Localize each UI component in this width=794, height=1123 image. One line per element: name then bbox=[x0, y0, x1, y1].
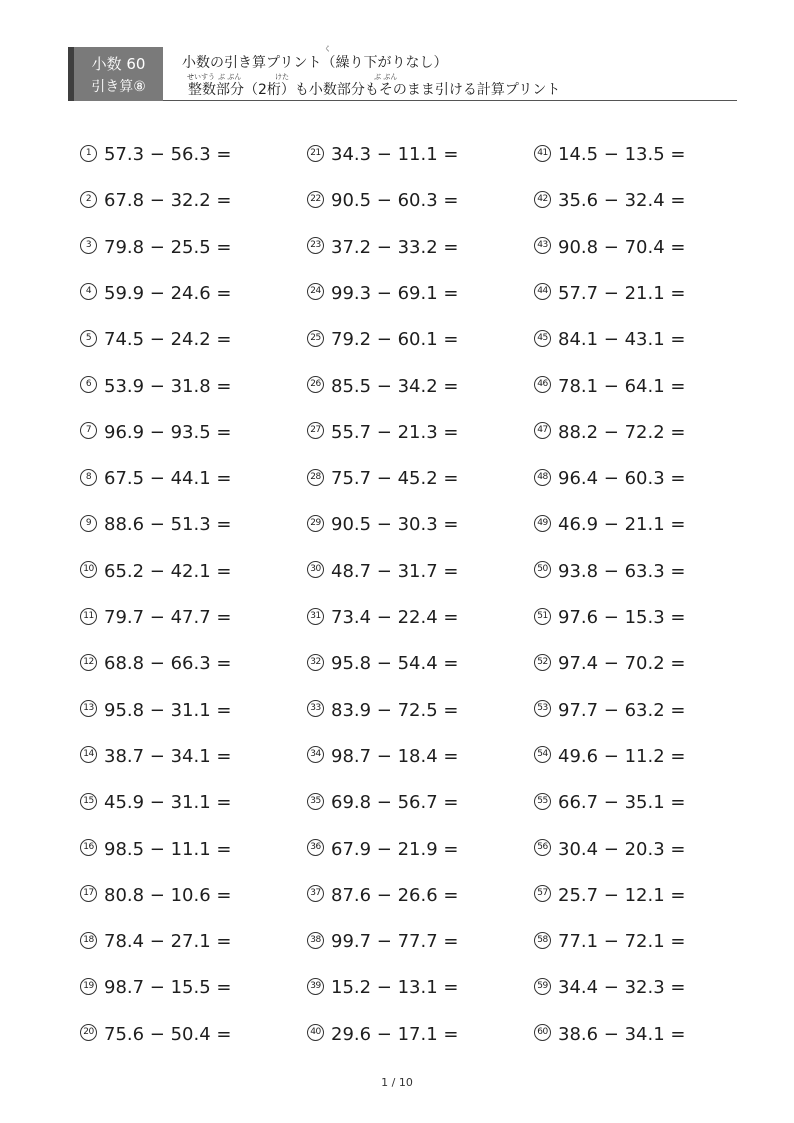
problem-number: 48 bbox=[534, 469, 551, 486]
problem-number: 35 bbox=[307, 793, 324, 810]
ruby-keta: けた bbox=[275, 73, 289, 81]
problem-item bbox=[307, 838, 459, 862]
problem-number: 10 bbox=[80, 561, 97, 578]
problem-item bbox=[307, 930, 459, 954]
problem-item bbox=[307, 606, 459, 630]
problem-expression: 99.7 − 77.7 = bbox=[331, 931, 459, 953]
header-rule bbox=[163, 100, 737, 101]
problem-expression: 67.8 − 32.2 = bbox=[104, 190, 232, 212]
problem-number: 8 bbox=[80, 469, 97, 486]
badge-category: 小数 60 bbox=[91, 55, 146, 73]
problem-expression: 95.8 − 31.1 = bbox=[104, 699, 232, 721]
problem-item bbox=[80, 467, 232, 491]
problem-expression: 75.7 − 45.2 = bbox=[331, 468, 459, 490]
problem-item bbox=[534, 699, 686, 723]
problem-number: 19 bbox=[80, 978, 97, 995]
problem-expression: 65.2 − 42.1 = bbox=[104, 560, 232, 582]
problem-number: 6 bbox=[80, 376, 97, 393]
problem-number: 12 bbox=[80, 654, 97, 671]
problem-expression: 67.9 − 21.9 = bbox=[331, 838, 459, 860]
problem-number: 3 bbox=[80, 237, 97, 254]
problem-expression: 30.4 − 20.3 = bbox=[558, 838, 686, 860]
header-badge bbox=[68, 47, 163, 101]
ruby-kuri: く bbox=[324, 45, 331, 53]
problem-item bbox=[307, 560, 459, 584]
problem-number: 23 bbox=[307, 237, 324, 254]
problem-item bbox=[307, 375, 459, 399]
problem-expression: 79.2 − 60.1 = bbox=[331, 329, 459, 351]
page-subtitle: 整数部分（2桁）も小数部分もそのまま引ける計算プリント bbox=[188, 82, 561, 98]
problem-expression: 77.1 − 72.1 = bbox=[558, 931, 686, 953]
problem-number: 9 bbox=[80, 515, 97, 532]
problem-expression: 90.5 − 30.3 = bbox=[331, 514, 459, 536]
problem-expression: 79.8 − 25.5 = bbox=[104, 236, 232, 258]
problem-number: 45 bbox=[534, 330, 551, 347]
problem-number: 32 bbox=[307, 654, 324, 671]
problem-item bbox=[534, 421, 686, 445]
problem-expression: 93.8 − 63.3 = bbox=[558, 560, 686, 582]
problem-number: 47 bbox=[534, 422, 551, 439]
problem-number: 37 bbox=[307, 885, 324, 902]
problem-item bbox=[307, 976, 459, 1000]
problem-number: 38 bbox=[307, 932, 324, 949]
problem-expression: 67.5 − 44.1 = bbox=[104, 468, 232, 490]
problem-item bbox=[534, 328, 686, 352]
problem-number: 4 bbox=[80, 283, 97, 300]
problem-number: 56 bbox=[534, 839, 551, 856]
badge-unit: 引き算⑧ bbox=[91, 79, 146, 95]
problem-expression: 37.2 − 33.2 = bbox=[331, 236, 459, 258]
problem-item bbox=[80, 560, 232, 584]
problem-expression: 59.9 − 24.6 = bbox=[104, 282, 232, 304]
problem-expression: 83.9 − 72.5 = bbox=[331, 699, 459, 721]
problem-number: 29 bbox=[307, 515, 324, 532]
problem-number: 40 bbox=[307, 1024, 324, 1041]
problem-expression: 69.8 − 56.7 = bbox=[331, 792, 459, 814]
problem-number: 57 bbox=[534, 885, 551, 902]
problem-item bbox=[307, 328, 459, 352]
problem-expression: 98.7 − 18.4 = bbox=[331, 745, 459, 767]
problem-number: 26 bbox=[307, 376, 324, 393]
problem-expression: 79.7 − 47.7 = bbox=[104, 607, 232, 628]
problem-expression: 78.4 − 27.1 = bbox=[104, 931, 232, 953]
problem-number: 18 bbox=[80, 932, 97, 949]
problem-expression: 34.3 − 11.1 = bbox=[331, 144, 459, 165]
problem-expression: 96.4 − 60.3 = bbox=[558, 468, 686, 490]
problem-expression: 96.9 − 93.5 = bbox=[104, 421, 232, 443]
problem-item bbox=[80, 791, 232, 815]
problem-item bbox=[80, 652, 232, 676]
problem-number: 14 bbox=[80, 746, 97, 763]
problem-expression: 29.6 − 17.1 = bbox=[331, 1023, 459, 1045]
problem-expression: 97.6 − 15.3 = bbox=[558, 607, 686, 628]
ruby-bubun-2: ぶ ぶん bbox=[374, 73, 398, 81]
problem-number: 7 bbox=[80, 422, 97, 439]
problem-item bbox=[534, 560, 686, 584]
problem-item bbox=[307, 467, 459, 491]
problem-number: 46 bbox=[534, 376, 551, 393]
problem-expression: 38.7 − 34.1 = bbox=[104, 745, 232, 767]
problem-expression: 45.9 − 31.1 = bbox=[104, 792, 232, 814]
problem-item bbox=[80, 143, 232, 167]
problem-expression: 88.6 − 51.3 = bbox=[104, 514, 232, 536]
problem-item bbox=[307, 745, 459, 769]
problem-item bbox=[80, 375, 232, 399]
problem-expression: 57.7 − 21.1 = bbox=[558, 282, 686, 304]
ruby-seisu: せいすう bbox=[187, 73, 215, 81]
problem-item bbox=[534, 976, 686, 1000]
problem-number: 17 bbox=[80, 885, 97, 902]
problem-expression: 80.8 − 10.6 = bbox=[104, 884, 232, 906]
problem-expression: 90.5 − 60.3 = bbox=[331, 190, 459, 212]
problem-item bbox=[307, 236, 459, 260]
problem-number: 42 bbox=[534, 191, 551, 208]
problem-item bbox=[534, 745, 686, 769]
problem-item bbox=[534, 606, 686, 630]
problem-number: 24 bbox=[307, 283, 324, 300]
problem-item bbox=[534, 930, 686, 954]
problem-expression: 14.5 − 13.5 = bbox=[558, 144, 686, 165]
problem-item bbox=[80, 1023, 232, 1047]
problem-expression: 68.8 − 66.3 = bbox=[104, 653, 232, 675]
problem-expression: 66.7 − 35.1 = bbox=[558, 792, 686, 814]
problem-expression: 84.1 − 43.1 = bbox=[558, 329, 686, 351]
problem-item bbox=[307, 143, 459, 167]
problem-item bbox=[534, 375, 686, 399]
problem-number: 59 bbox=[534, 978, 551, 995]
problem-number: 28 bbox=[307, 469, 324, 486]
problem-number: 1 bbox=[80, 145, 97, 162]
problem-item bbox=[534, 143, 686, 167]
problem-item bbox=[534, 1023, 686, 1047]
page-number: 1 / 10 bbox=[381, 1076, 413, 1089]
problem-item bbox=[534, 189, 686, 213]
problem-expression: 57.3 − 56.3 = bbox=[104, 144, 232, 165]
problem-expression: 25.7 − 12.1 = bbox=[558, 884, 686, 906]
problem-item bbox=[307, 282, 459, 306]
problem-item bbox=[534, 236, 686, 260]
problem-item bbox=[307, 421, 459, 445]
problem-item bbox=[80, 884, 232, 908]
problem-item bbox=[80, 976, 232, 1000]
problem-number: 53 bbox=[534, 700, 551, 717]
problem-number: 34 bbox=[307, 746, 324, 763]
problem-number: 15 bbox=[80, 793, 97, 810]
problem-number: 51 bbox=[534, 608, 551, 625]
problem-number: 33 bbox=[307, 700, 324, 717]
problem-item bbox=[534, 838, 686, 862]
problem-expression: 95.8 − 54.4 = bbox=[331, 653, 459, 675]
problem-item bbox=[534, 884, 686, 908]
problem-item bbox=[534, 282, 686, 306]
problem-expression: 97.7 − 63.2 = bbox=[558, 699, 686, 721]
problem-expression: 53.9 − 31.8 = bbox=[104, 375, 232, 397]
problem-number: 50 bbox=[534, 561, 551, 578]
problem-number: 49 bbox=[534, 515, 551, 532]
problem-item bbox=[534, 513, 686, 537]
problem-number: 52 bbox=[534, 654, 551, 671]
problem-number: 20 bbox=[80, 1024, 97, 1041]
problem-number: 13 bbox=[80, 700, 97, 717]
problem-expression: 34.4 − 32.3 = bbox=[558, 977, 686, 999]
problem-item bbox=[307, 699, 459, 723]
problem-expression: 97.4 − 70.2 = bbox=[558, 653, 686, 675]
problem-item bbox=[80, 930, 232, 954]
problem-expression: 38.6 − 34.1 = bbox=[558, 1023, 686, 1045]
problem-item bbox=[80, 328, 232, 352]
problem-item bbox=[80, 236, 232, 260]
problem-number: 25 bbox=[307, 330, 324, 347]
problem-item bbox=[80, 282, 232, 306]
problem-expression: 78.1 − 64.1 = bbox=[558, 375, 686, 397]
page-title: 小数の引き算プリント（繰り下がりなし） bbox=[182, 55, 448, 71]
problem-expression: 98.5 − 11.1 = bbox=[104, 838, 232, 860]
problem-number: 39 bbox=[307, 978, 324, 995]
problem-item bbox=[80, 699, 232, 723]
problem-number: 21 bbox=[307, 145, 324, 162]
problem-item bbox=[307, 1023, 459, 1047]
problem-number: 55 bbox=[534, 793, 551, 810]
problem-number: 11 bbox=[80, 608, 97, 625]
problem-expression: 90.8 − 70.4 = bbox=[558, 236, 686, 258]
problem-expression: 75.6 − 50.4 = bbox=[104, 1023, 232, 1045]
problem-number: 43 bbox=[534, 237, 551, 254]
problem-expression: 85.5 − 34.2 = bbox=[331, 375, 459, 397]
problem-expression: 49.6 − 11.2 = bbox=[558, 745, 686, 767]
problem-item bbox=[80, 513, 232, 537]
problem-item bbox=[534, 652, 686, 676]
problem-number: 27 bbox=[307, 422, 324, 439]
problem-item bbox=[80, 189, 232, 213]
problem-item bbox=[80, 745, 232, 769]
problem-expression: 46.9 − 21.1 = bbox=[558, 514, 686, 536]
problem-number: 30 bbox=[307, 561, 324, 578]
problem-number: 60 bbox=[534, 1024, 551, 1041]
problem-item bbox=[307, 652, 459, 676]
problem-number: 58 bbox=[534, 932, 551, 949]
problem-expression: 88.2 − 72.2 = bbox=[558, 421, 686, 443]
problem-expression: 15.2 − 13.1 = bbox=[331, 977, 459, 999]
problem-number: 2 bbox=[80, 191, 97, 208]
problem-item bbox=[307, 189, 459, 213]
problem-number: 41 bbox=[534, 145, 551, 162]
problem-expression: 98.7 − 15.5 = bbox=[104, 977, 232, 999]
problem-number: 36 bbox=[307, 839, 324, 856]
problem-expression: 87.6 − 26.6 = bbox=[331, 884, 459, 906]
problem-item bbox=[80, 838, 232, 862]
problem-expression: 74.5 − 24.2 = bbox=[104, 329, 232, 351]
problem-number: 54 bbox=[534, 746, 551, 763]
problem-expression: 35.6 − 32.4 = bbox=[558, 190, 686, 212]
problem-number: 22 bbox=[307, 191, 324, 208]
problem-item bbox=[80, 606, 232, 630]
problem-number: 44 bbox=[534, 283, 551, 300]
problem-item bbox=[307, 884, 459, 908]
problem-number: 5 bbox=[80, 330, 97, 347]
problem-item bbox=[307, 513, 459, 537]
problem-item bbox=[307, 791, 459, 815]
problem-number: 31 bbox=[307, 608, 324, 625]
ruby-bubun-1: ぶ ぶん bbox=[218, 73, 242, 81]
problem-number: 16 bbox=[80, 839, 97, 856]
problem-expression: 73.4 − 22.4 = bbox=[331, 607, 459, 628]
problem-item bbox=[534, 467, 686, 491]
problem-expression: 48.7 − 31.7 = bbox=[331, 560, 459, 582]
problem-item bbox=[534, 791, 686, 815]
problem-item bbox=[80, 421, 232, 445]
problem-expression: 99.3 − 69.1 = bbox=[331, 282, 459, 304]
problem-expression: 55.7 − 21.3 = bbox=[331, 421, 459, 443]
